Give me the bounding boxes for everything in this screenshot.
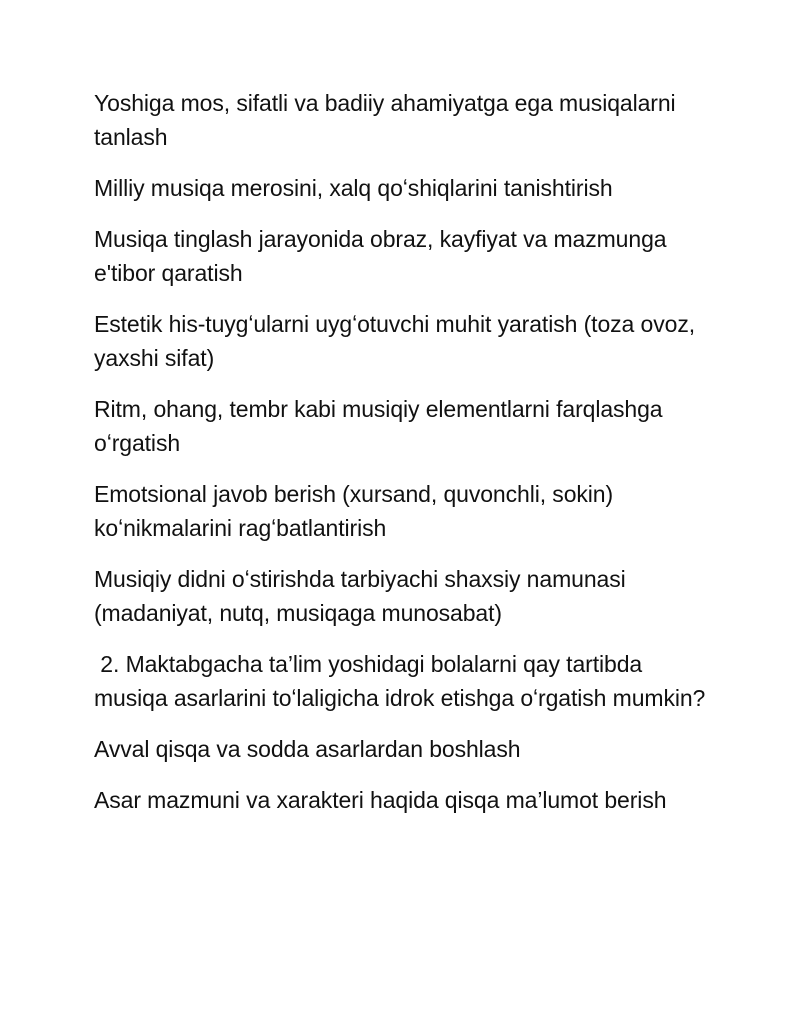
document-body bbox=[94, 86, 714, 834]
paragraph-question-2: 2. Maktabgacha ta’lim yoshidagi bolalarni qay tartibda musiqa asarlarini toʻlaligicha idrok etishga oʻrgatish mumkin? bbox=[94, 651, 706, 711]
paragraph-musical-elements: Ritm, ohang, tembr kabi musiqiy elementlarni farqlashga oʻrgatish bbox=[94, 396, 663, 456]
paragraph-aesthetic-environment: Estetik his-tuygʻularni uygʻotuvchi muhit yaratish (toza ovoz, yaxshi sifat) bbox=[94, 311, 696, 371]
paragraph-work-content-info: Asar mazmuni va xarakteri haqida qisqa ma’lumot berish bbox=[94, 787, 667, 813]
paragraph-national-heritage: Milliy musiqa merosini, xalq qoʻshiqlarini tanishtirish bbox=[94, 175, 613, 201]
paragraph-music-selection: Yoshiga mos, sifatli va badiiy ahamiyatga ega musiqalarni tanlash bbox=[94, 90, 676, 150]
paragraph-teacher-example: Musiqiy didni oʻstirishda tarbiyachi shaxsiy namunasi (madaniyat, nutq, musiqaga munosabat) bbox=[94, 566, 626, 626]
paragraph-listening-attention: Musiqa tinglash jarayonida obraz, kayfiyat va mazmunga e'tibor qaratish bbox=[94, 226, 667, 286]
paragraph-emotional-response: Emotsional javob berish (xursand, quvonchli, sokin) koʻnikmalarini ragʻbatlantirish bbox=[94, 481, 614, 541]
paragraph-short-works-first: Avval qisqa va sodda asarlardan boshlash bbox=[94, 736, 521, 762]
